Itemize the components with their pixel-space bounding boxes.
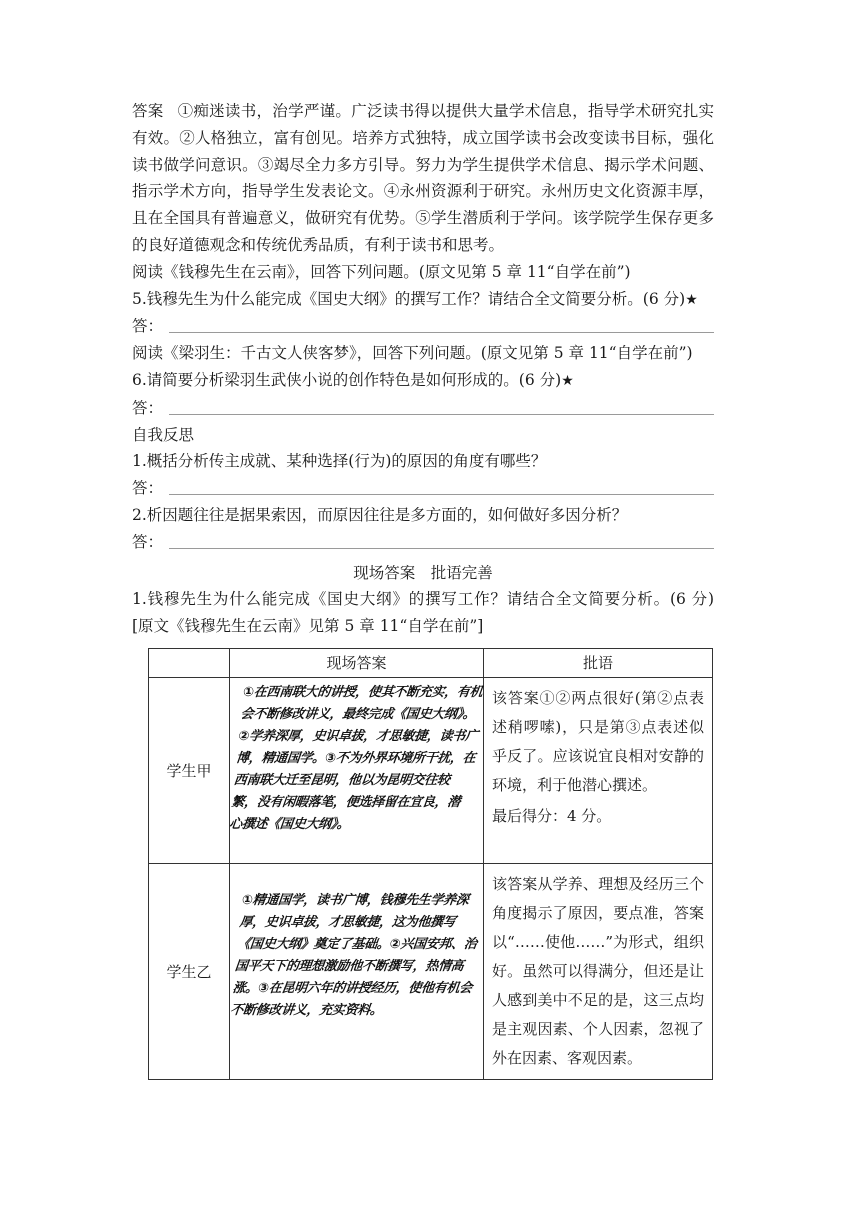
answer-prefix: 答： <box>132 317 164 336</box>
reflection-question-2: 2.析因题往往是据果索因，而原因往往是多方面的，如何做好多因分析？ <box>132 505 628 524</box>
star-icon: ★ <box>561 372 574 389</box>
reflection-title: 自我反思 <box>132 425 195 444</box>
reading-instruction-2: 阅读《梁羽生：千古文人侠客梦》，回答下列问题。(原文见第 5 章 11“自学在前”) <box>132 344 693 363</box>
star-icon: ★ <box>685 291 698 308</box>
question-6-text: 6.请简要分析梁羽生武侠小说的创作特色是如何形成的。(6 分) <box>132 370 562 389</box>
handwritten-answer <box>230 677 484 863</box>
comment-cell <box>484 677 713 863</box>
answer-text: ①痴迷读书，治学严谨。广泛读书得以提供大量学术信息，指导学术研究扎实有效。②人格独立，富有创见。培养方式独特，成立国学读书会改变读书目标，强化读书做学问意识。③竭尽全力多方引导。努力为学生提供学术信息、揭示学术问题、指示学术方向，指导学生发表论文。④永州资源利于研究。永州历史文化资源丰厚，且在全国具有普遍意义，做研究有优势。⑤学生潜质利于学问。该学院学生保存更多的良好道德观念和传统优秀品质，有利于读书和思考。 <box>132 102 714 254</box>
header-on-site-answer: 现场答案 <box>230 648 484 677</box>
final-score: 最后得分：4 分。 <box>492 806 612 825</box>
table-row <box>149 677 713 863</box>
answer-line-r1[interactable] <box>132 475 714 502</box>
question-6 <box>132 367 714 395</box>
student-label: 学生甲 <box>149 677 230 863</box>
handwriting-text: ①在西南联大的讲授，使其不断充实，有机会不断修改讲义，最终完成《国史大纲》。②学养深厚，史识卓拔，才思敏捷，读书广博，精通国学。③不为外界环境所干扰，在西南联大迁至昆明，他以为昆明交往较繁，没有闲暇落笔，便选择留在宜良，潜心撰述《国史大纲》。 <box>228 684 484 832</box>
answer-prefix: 答： <box>132 479 164 498</box>
reflection-question-1: 1.概括分析传主成就、某种选择(行为)的原因的角度有哪些？ <box>132 452 547 471</box>
answer-blank[interactable] <box>169 331 714 333</box>
handwritten-answer <box>230 863 484 1079</box>
answer-blank[interactable] <box>169 413 714 415</box>
section-title: 现场答案 批语完善 <box>353 563 493 582</box>
question-5-text: 5.钱穆先生为什么能完成《国史大纲》的撰写工作？请结合全文简要分析。(6 分) <box>132 289 686 308</box>
handwriting-text: ①精通国学，读书广博，钱穆先生学养深厚，史识卓拔，才思敏捷，这为他撰写《国史大纲》奠定了基础。②兴国安邦、治国平天下的理想激励他不断撰写，热情高涨。③在昆明六年的讲授经历，使他有机会不断修改讲义，充实资料。 <box>229 892 478 1018</box>
answer-comment-table <box>148 648 713 1080</box>
answer-prefix: 答： <box>132 398 164 417</box>
answer-blank[interactable] <box>169 493 714 495</box>
task-question: 1.钱穆先生为什么能完成《国史大纲》的撰写工作？请结合全文简要分析。(6 分) [原文《钱穆先生在云南》见第 5 章 11“自学在前”] <box>132 590 730 636</box>
answer-line-6[interactable] <box>132 395 714 422</box>
table-corner <box>149 648 230 677</box>
comment-cell <box>484 863 713 1079</box>
reading-instruction-1: 阅读《钱穆先生在云南》，回答下列问题。(原文见第 5 章 11“自学在前”) <box>132 262 631 281</box>
document-page <box>132 98 730 1080</box>
table-header-row <box>149 648 713 677</box>
answer-paragraph <box>132 98 714 259</box>
answer-line-r2[interactable] <box>132 529 714 556</box>
comment-text: 该答案从学养、理想及经历三个角度揭示了原因，要点准，答案以“……使他……”为形式，组织好。虽然可以得满分，但还是让人感到美中不足的是，这三点均是主观因素、个人因素，忽视了外在因素、客观因素。 <box>492 874 704 1067</box>
question-5 <box>132 286 714 314</box>
answer-prefix: 答： <box>132 532 164 551</box>
header-comment: 批语 <box>484 648 713 677</box>
student-label: 学生乙 <box>149 863 230 1079</box>
table-row <box>149 863 713 1079</box>
answer-label: 答案 <box>132 102 164 120</box>
comment-text: 该答案①②两点很好(第②点表述稍啰嗦)，只是第③点表述似乎反了。应该说宜良相对安静的环境，利于他潜心撰述。 <box>492 688 704 794</box>
answer-line-5[interactable] <box>132 313 714 340</box>
answer-blank[interactable] <box>169 547 714 549</box>
